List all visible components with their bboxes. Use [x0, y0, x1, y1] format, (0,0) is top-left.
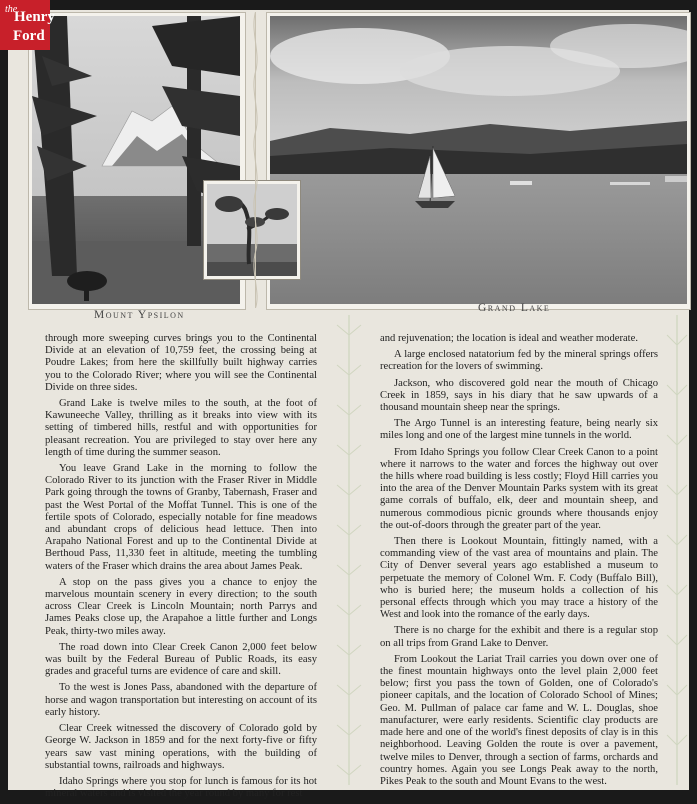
paragraph: Grand Lake is twelve miles to the south, at the foot of Kawuneeche Valley, thrilling as it breaks into view with its setting of timbered hills, restful and with opportunities for pleasant recreation. You are privileged to stay over here any length of time during the summer season. [45, 398, 317, 458]
caption-mount-ypsilon: Mount Ypsilon [94, 309, 185, 321]
caption-grand-lake: Grand Lake [478, 302, 551, 314]
paragraph: Clear Creek witnessed the discovery of Colorado gold by George W. Jackson in 1859 and for the next forty-five or fifty years saw vast mining operations, with the building of substantial towns, railroads and highways. [45, 723, 317, 771]
paragraph: Jackson, who discovered gold near the mouth of Chicago Creek in 1859, says in his diary that he saw upwards of a thousand mountain sheep near the springs. [380, 377, 658, 414]
henry-ford-logo: the Henry Ford [0, 0, 50, 50]
text-column-left [45, 333, 317, 804]
pine-branch-ornament-right [665, 315, 689, 785]
paragraph: The Argo Tunnel is an interesting feature, being nearly six miles long and one of the largest mine tunnels in the world. [380, 418, 658, 442]
paragraph: You leave Grand Lake in the morning to follow the Colorado River to its junction with the Fraser River in Middle Park going through the towns of Granby, Tabernash, Fraser and past the West Portal of the Moffat Tunnel. This is one of the fertile spots of Colorado, especially notable for fine meadows and abundant crops of delicious head lettuce. Then into Arapaho National Forest and up to the Continental Divide at Berthoud Pass, 11,330 feet in altitude, meeting the tumbling waters of the Fraser which drains the area about James Peak. [45, 463, 317, 572]
paragraph: and rejuvenation; the location is ideal and weather moderate. [380, 333, 638, 344]
photo-grand-lake [270, 16, 687, 304]
text-column-right [380, 333, 658, 792]
paragraph: A large enclosed natatorium fed by the mineral springs offers recreation for the lovers of swimming. [380, 349, 658, 373]
paragraph: From Lookout the Lariat Trail carries you down over one of the finest mountain highways onto the level plain 2,000 feet below; first you pass the town of Golden, one of Colorado's pioneer capitals, and the location of Colorado School of Mines; Geo. M. Pullman of palace car fame and W. L. Douglas, shoe manufacturer, were early residents. Scientific clay products are made here and one of the world's finest deposits of clay is in this neighborhood. Leaving Golden the route is over a pavement, twelve miles to Denver, through a section of farms, orchards and country homes. Again you see Longs Peak away to the north, Pikes Peak to the south and Mount Evans to the west. [380, 653, 658, 787]
paragraph: Then there is Lookout Mountain, fittingly named, with a commanding view of the vast area of mountains and plain. The City of Denver several years ago established a museum to perpetuate the memory of Colonel Wm. F. Cody (Buffalo Bill), who is buried here; the museum holds a collection of his personal effects through which you may trace a history of the West and look into the romance of the early days. [380, 536, 658, 621]
paragraph: through more sweeping curves brings you to the Continental Divide at an elevation of 10,759 feet, the crossing being at Poudre Lakes; from here the skillfully built highway carries you to the Colorado River; where you will see the Continental Divide on three sides. [45, 333, 317, 393]
paragraph: There is no charge for the exhibit and there is a regular stop on all trips from Grand Lake to Denver. [380, 625, 658, 649]
paragraph: The road down into Clear Creek Canon 2,000 feet below was built by the Federal Bureau of Public Roads, its easy grades and graceful turns are evidence of care and skill. [45, 641, 317, 678]
decorative-border [248, 12, 263, 308]
paragraph: From Idaho Springs you follow Clear Creek Canon to a point where it narrows to the water and forces the highway out over the hills where road building is less costly; Floyd Hill carries you into the area of the Denver Mountain Parks system with its great game corrals of buffalo, elk, deer and mountain sheep, and numerous commodious picnic grounds where thousands enjoy the out-of-doors through the greater part of the year. [380, 446, 658, 531]
paragraph: A stop on the pass gives you a chance to enjoy the marvelous mountain scenery in every direction; to the south across Clear Creek is Lincoln Mountain; north Parrys and James Peaks close up, the Arapahoe a little further and Longs Peak, thirty-two miles away. [45, 576, 317, 637]
photo-frame-grand-lake [266, 12, 691, 310]
paragraph: Idaho Springs where you stop for lunch is famous for its hot mineral waters and is visited the year round by many for rest [45, 775, 317, 800]
pine-branch-ornament [334, 315, 364, 785]
paragraph: To the west is Jones Pass, abandoned with the departure of horse and wagon transportation but interesting on account of its early history. [45, 682, 317, 718]
